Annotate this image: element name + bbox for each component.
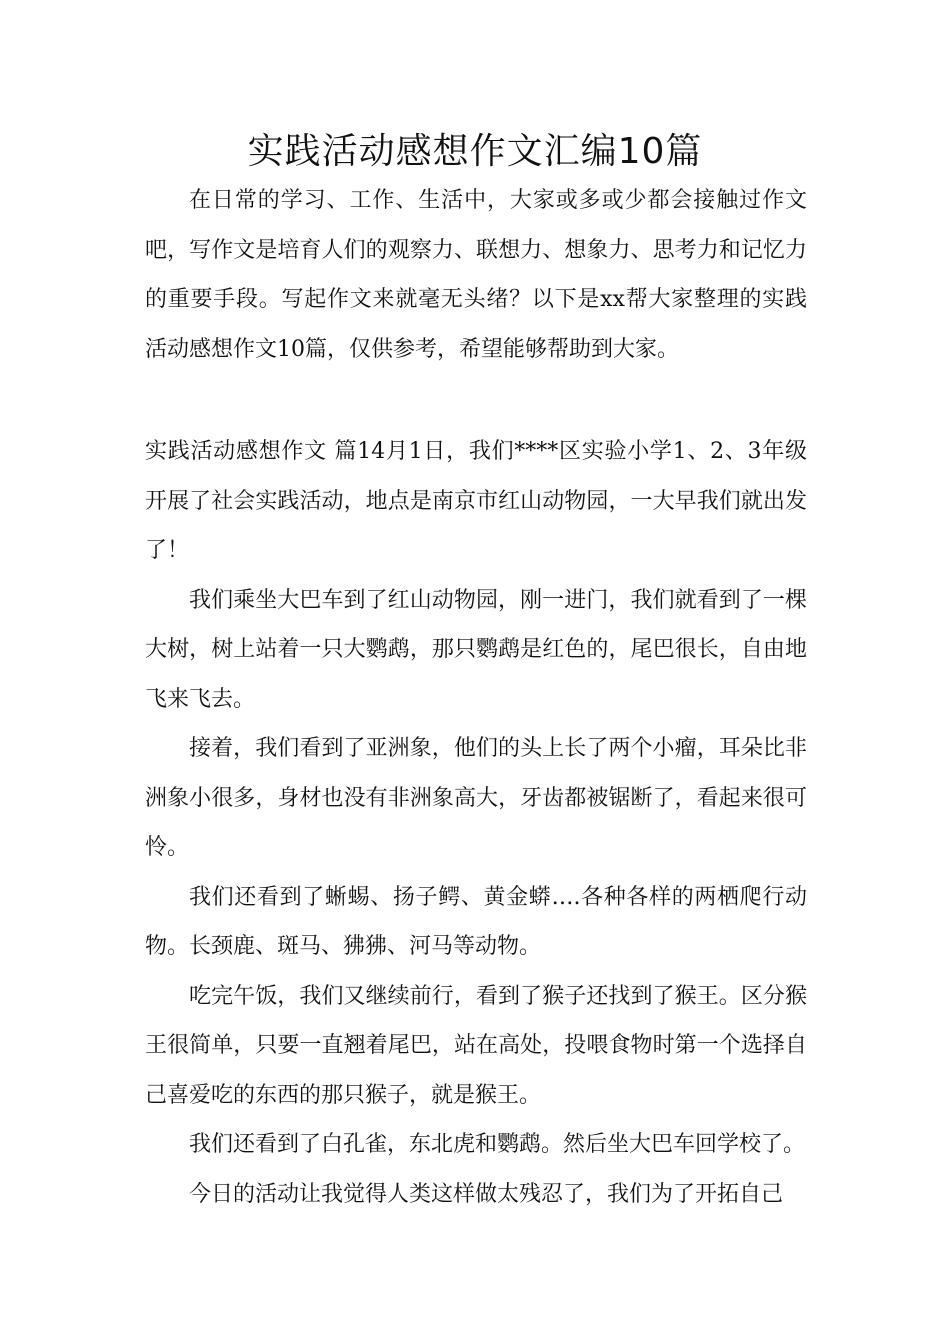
- section-1-first-paragraph: 4月1日，我们****区实验小学1、2、3年级开展了社会实践活动，地点是南京市红山动物园，一大早我们就出发了！: [145, 439, 807, 563]
- intro-paragraph: 在日常的学习、工作、生活中，大家或多或少都会接触过作文吧，写作文是培育人们的观察力、联想力、想象力、思考力和记忆力的重要手段。写起作文来就毫无头绪？以下是xx帮大家整理的实践活动感想作文10篇，仅供参考，希望能够帮助到大家。: [145, 188, 807, 362]
- body-paragraph: 我们还看到了白孔雀，东北虎和鹦鹉。然后坐大巴车回学校了。: [189, 1132, 806, 1157]
- section-1-opening: [145, 427, 807, 576]
- document-title: 实践活动感想作文汇编10篇: [247, 131, 703, 172]
- section-1-heading: 实践活动感想作文 篇1: [145, 439, 372, 464]
- body-paragraph: 我们还看到了蜥蜴、扬子鳄、黄金蟒….各种各样的两栖爬行动物。长颈鹿、斑马、狒狒、河马等动物。: [145, 884, 807, 959]
- body-paragraph: 接着，我们看到了亚洲象，他们的头上长了两个小瘤，耳朵比非洲象小很多，身材也没有非洲象高大，牙齿都被锯断了，看起来很可怜。: [145, 736, 807, 860]
- body-paragraph: 今日的活动让我觉得人类这样做太残忍了，我们为了开拓自己: [189, 1181, 784, 1207]
- document-body: [145, 176, 807, 1219]
- paragraph-gap: [145, 374, 807, 427]
- body-paragraph: 我们乘坐大巴车到了红山动物园，刚一进门，我们就看到了一棵大树，树上站着一只大鹦鹉，那只鹦鹉是红色的，尾巴很长，自由地飞来飞去。: [145, 587, 807, 712]
- body-paragraph: 吃完午饭，我们又继续前行，看到了猴子还找到了猴王。区分猴王很简单，只要一直翘着尾巴，站在高处，投喂食物时第一个选择自己喜爱吃的东西的那只猴子，就是猴王。: [145, 983, 807, 1108]
